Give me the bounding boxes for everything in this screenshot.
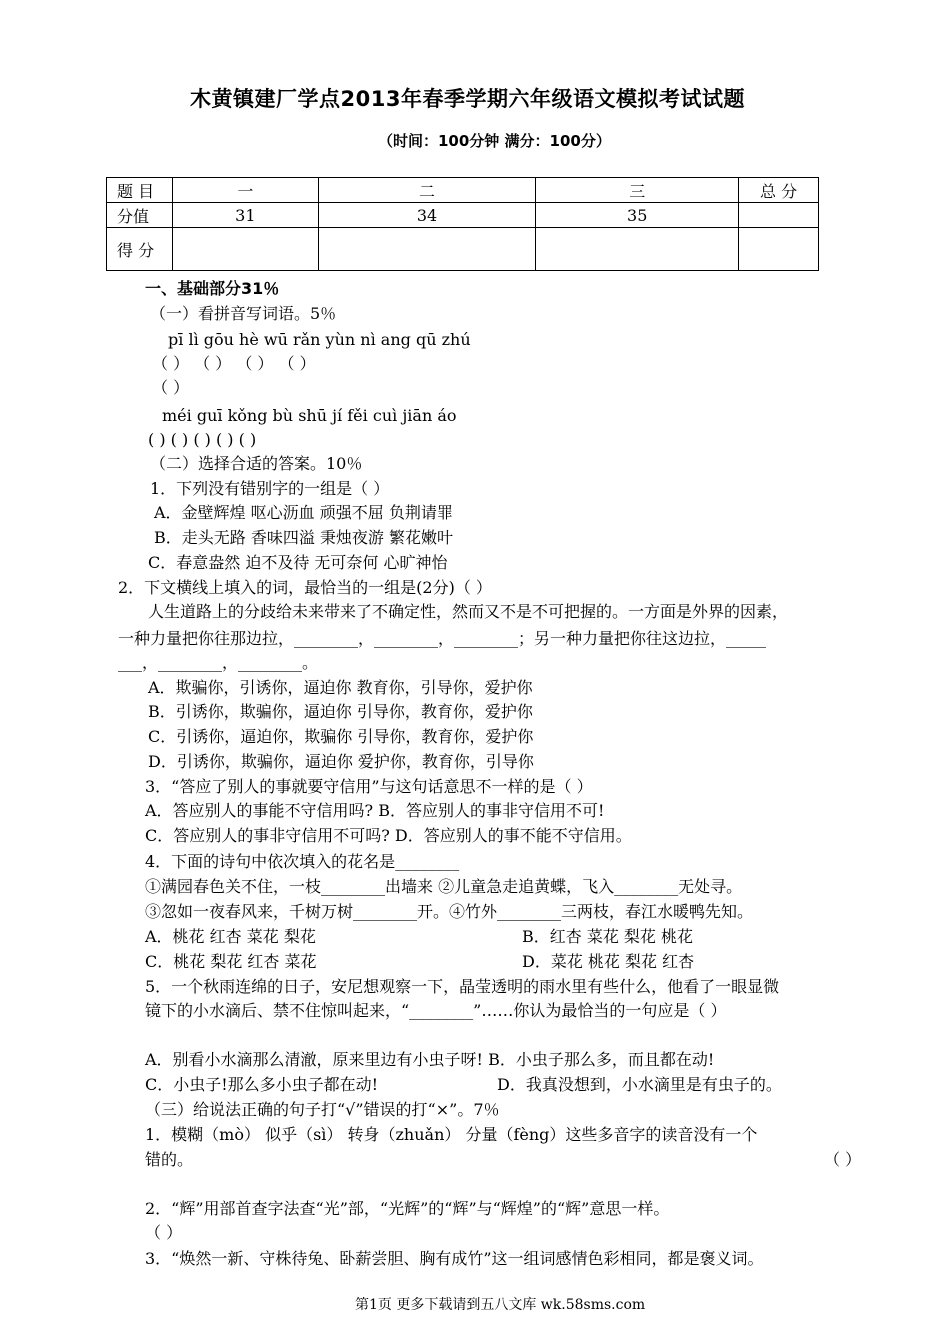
option-text: D．引诱你，欺骗你，逼迫你 爱护你，教育你，引导你: [148, 752, 534, 771]
section-heading: 一、基础部分31％: [145, 279, 280, 298]
option-text: A．桃花 红杏 菜花 梨花: [145, 927, 316, 946]
page-title: 木黄镇建厂学点2013年春季学期六年级语文模拟考试试题: [190, 87, 745, 111]
option-text: C．春意盎然 迫不及待 无可奈何 心旷神怡: [148, 553, 448, 572]
question-text: 3．“答应了别人的事就要守信用”与这句话意思不一样的是（ ）: [145, 777, 593, 796]
page-subtitle: （时间：100分钟 满分：100分）: [378, 132, 611, 150]
table-cell: 总 分: [739, 178, 819, 203]
table-cell: 得 分: [107, 228, 173, 271]
subsection-heading: （一）看拼音写词语。5％: [150, 304, 337, 323]
option-text: C．桃花 梨花 红杏 菜花: [145, 952, 317, 971]
question-text: 2．“辉”用部首查字法查“光”部，“光辉”的“辉”与“辉煌”的“辉”意思一样。: [145, 1199, 670, 1218]
poem-line: ①满园春色关不住，一枝________出墙来 ②儿童急走追黄蝶，飞入________无处寻。: [145, 877, 743, 896]
table-cell: 31: [172, 203, 318, 228]
table-cell: 题 目: [107, 178, 173, 203]
passage-text: 人生道路上的分歧给未来带来了不确定性，然而又不是不可把握的。一方面是外界的因素，: [148, 602, 789, 621]
table-row: [107, 228, 819, 271]
page-footer: 第1页 更多下载请到五八文库 wk.58sms.com: [355, 1297, 646, 1313]
poem-line: ③忽如一夜春风来，千树万树________开。④竹外________三两枝，春江水暖鸭先知。: [145, 902, 754, 921]
score-table: [106, 177, 819, 271]
answer-brackets: （ ）: [824, 1150, 862, 1169]
option-text: B．红杏 菜花 梨花 桃花: [522, 927, 694, 946]
question-text: 镜下的小水滴后、禁不住惊叫起来，“________”……你认为最恰当的一句应是（ ）: [145, 1001, 727, 1020]
table-row: [107, 203, 819, 228]
pinyin-line: méi guī kǒng bù shū jí fěi cuì jiān áo: [162, 406, 457, 425]
option-text: C．引诱你，逼迫你，欺骗你 引导你，教育你，爱护你: [148, 727, 534, 746]
option-text: C．答应别人的事非守信用不可吗? D．答应别人的事不能不守信用。: [145, 826, 632, 845]
option-text: B．引诱你，欺骗你，逼迫你 引导你，教育你，爱护你: [148, 702, 533, 721]
option-text: A．别看小水滴那么清澈，原来里边有小虫子呀! B．小虫子那么多，而且都在动!: [145, 1050, 715, 1069]
option-text: C．小虫子!那么多小虫子都在动!: [145, 1075, 379, 1094]
question-text: 1．模糊（mò） 似乎（sì） 转身（zhuǎn） 分量（fèng）这些多音字的读音没有一个: [145, 1125, 758, 1144]
question-text: 4．下面的诗句中依次填入的花名是________: [145, 852, 460, 871]
passage-text: 一种力量把你往那边拉，________，________，________；另一种力量把你往这边拉，_____: [118, 629, 767, 648]
option-text: A．金壁辉煌 呕心沥血 顽强不屈 负荆请罪: [154, 503, 453, 522]
answer-brackets: （ ）: [145, 1223, 183, 1242]
question-text: 2．下文横线上填入的词，最恰当的一组是(2分)（ ）: [118, 578, 492, 597]
answer-brackets: （ ）: [152, 378, 190, 397]
table-cell: [739, 228, 819, 271]
table-cell: 分值: [107, 203, 173, 228]
table-cell: 三: [536, 178, 739, 203]
subsection-heading: （二）选择合适的答案。10％: [150, 454, 363, 473]
answer-brackets: ( ) ( ) ( ) ( ) ( ): [148, 430, 257, 449]
table-cell: 34: [318, 203, 536, 228]
table-cell: [536, 228, 739, 271]
option-text: B．走头无路 香味四溢 秉烛夜游 繁花嫩叶: [154, 528, 454, 547]
table-cell: 35: [536, 203, 739, 228]
pinyin-line: pī lì gōu hè wū rǎn yùn nì ang qū zhú: [168, 330, 471, 349]
option-text: A．答应别人的事能不守信用吗? B．答应别人的事非守信用不可!: [145, 801, 605, 820]
option-text: D．菜花 桃花 梨花 红杏: [522, 952, 695, 971]
option-text: D．我真没想到，小水滴里是有虫子的。: [497, 1075, 782, 1094]
table-row: [107, 178, 819, 203]
question-text: 错的。: [145, 1150, 194, 1169]
question-text: 5．一个秋雨连绵的日子，安尼想观察一下，晶莹透明的雨水里有些什么，他看了一眼显微: [145, 977, 780, 996]
answer-brackets: （ ） （ ） （ ） （ ）: [152, 354, 316, 373]
passage-text: ___，________，________。: [118, 653, 319, 672]
table-cell: [318, 228, 536, 271]
table-cell: 二: [318, 178, 536, 203]
subsection-heading: （三）给说法正确的句子打“√”错误的打“×”。7％: [145, 1100, 500, 1119]
question-text: 3．“焕然一新、守株待兔、卧薪尝胆、胸有成竹”这一组词感情色彩相同，都是褒义词。: [145, 1249, 764, 1268]
table-cell: 一: [172, 178, 318, 203]
table-cell: [739, 203, 819, 228]
question-text: 1．下列没有错别字的一组是（ ）: [150, 479, 390, 498]
option-text: A．欺骗你，引诱你，逼迫你 教育你，引导你，爱护你: [148, 678, 533, 697]
table-cell: [172, 228, 318, 271]
